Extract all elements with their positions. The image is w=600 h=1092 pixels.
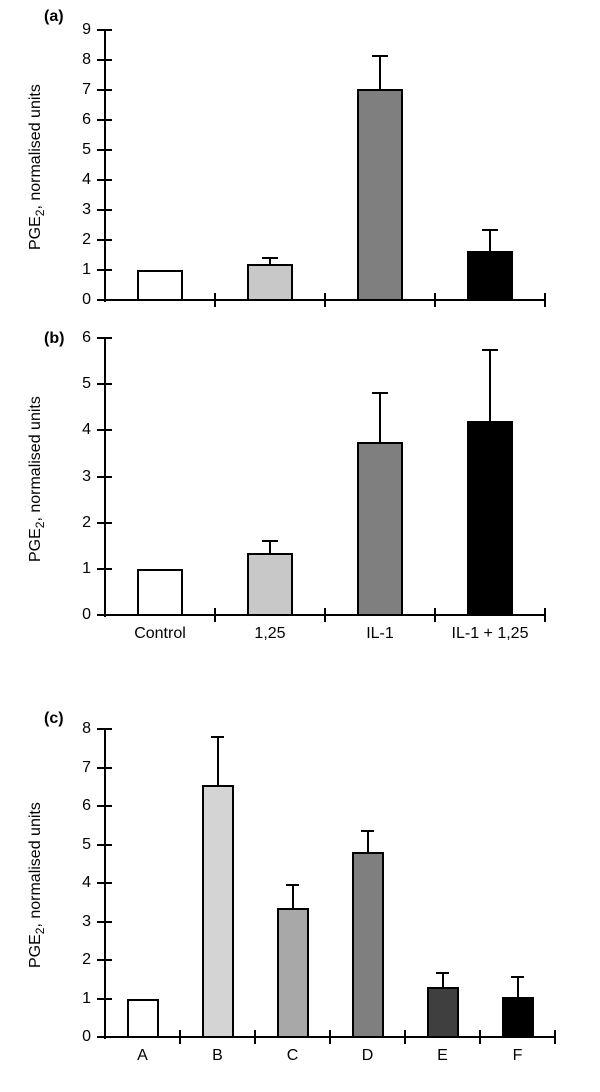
x-tick [434,608,436,622]
y-tick [97,522,112,524]
y-tick-label: 0 [82,606,91,623]
y-tick [97,119,112,121]
y-axis-title-part: PGE [26,527,44,562]
x-axis-line [105,299,546,301]
y-tick-label: 4 [82,421,91,439]
y-axis-title-part: 2 [33,209,48,217]
bar-C [277,908,309,1038]
y-tick [97,921,112,923]
y-axis-title-b [26,329,50,629]
y-tick [97,239,112,241]
y-tick-label: 7 [82,81,91,98]
y-axis-line [104,30,106,302]
y-tick [97,209,112,211]
y-axis-title-part: , normalised units [26,395,44,522]
x-label-Control: Control [134,625,186,642]
y-tick-label: 6 [82,329,91,346]
bar-IL-1 [357,442,403,616]
error-bar-cap-IL-1 [372,392,388,394]
y-tick-label: 1 [82,261,91,278]
bar-IL-1 + 1,25 [467,421,513,616]
x-tick [324,293,326,307]
y-tick-label: 9 [82,21,91,38]
y-tick-label: 1 [82,559,91,577]
error-bar-1,25 [269,258,271,264]
y-axis-line [104,338,106,617]
x-tick [324,608,326,622]
x-tick [329,1030,331,1044]
x-tick [434,293,436,307]
panel-label-c: (c) [44,710,64,727]
panel-label-a: (a) [44,8,64,25]
error-bar-B [217,737,219,785]
y-tick-label: 0 [82,1028,91,1045]
x-tick [544,293,546,307]
x-axis-line [105,614,546,616]
x-tick [214,608,216,622]
y-tick-label: 3 [82,467,91,485]
bar-1,25 [247,264,293,301]
y-axis-title-part: PGE [26,216,44,251]
error-bar-cap-C [286,884,299,886]
x-tick [404,1030,406,1044]
y-tick [97,59,112,61]
panel-label-b: (b) [44,330,65,347]
y-tick [97,179,112,181]
y-axis-line [104,729,106,1039]
error-bar-IL-1 [379,56,381,89]
x-tick [479,1030,481,1044]
error-bar-cap-E [436,972,449,974]
y-tick-label: 2 [82,513,91,531]
y-tick-label: 1 [82,989,91,1007]
y-tick [97,844,112,846]
y-tick-label: 2 [82,231,91,248]
bar-D [352,852,384,1038]
y-tick [97,728,112,730]
bar-B [202,785,234,1038]
y-tick [97,337,112,339]
y-tick-label: 7 [82,758,91,776]
y-tick [97,299,112,301]
error-bar-IL-1 + 1,25 [489,230,491,251]
x-tick [254,1030,256,1044]
error-bar-cap-F [511,976,524,978]
y-tick [97,29,112,31]
y-tick [97,882,112,884]
y-tick [97,805,112,807]
bar-IL-1 [357,89,403,302]
y-axis-title-part: , normalised units [26,802,44,928]
y-tick [97,476,112,478]
y-axis-title-a [26,17,50,317]
y-tick-label: 5 [82,375,91,393]
bar-1,25 [247,553,293,616]
y-tick-label: 3 [82,912,91,930]
y-axis-title-part: PGE [26,934,44,969]
error-bar-1,25 [269,541,271,553]
bar-E [427,987,459,1038]
y-axis-title-c [26,735,50,1035]
error-bar-cap-IL-1 [372,55,388,57]
y-tick-label: 4 [82,171,91,188]
y-axis-title-part: 2 [33,927,48,935]
bar-IL-1 + 1,25 [467,251,513,302]
error-bar-cap-1,25 [262,540,278,542]
y-tick-label: 4 [82,874,91,891]
y-tick [97,568,112,570]
y-tick-label: 5 [82,141,91,158]
y-tick [97,998,112,1000]
x-tick [179,1030,181,1044]
x-label-C: C [286,1047,299,1064]
y-tick-label: 6 [82,797,91,814]
y-tick-label: 2 [82,951,91,968]
x-label-IL-1 + 1,25: IL-1 + 1,25 [451,625,529,642]
y-tick-label: 5 [82,835,91,853]
y-tick [97,269,112,271]
y-axis-title-part: 2 [33,521,48,528]
x-axis-line [105,1036,556,1038]
error-bar-cap-IL-1 + 1,25 [482,349,498,351]
error-bar-D [367,831,369,852]
bar-F [502,997,534,1038]
y-tick-label: 6 [82,111,91,128]
y-tick [97,383,112,385]
x-tick [544,608,546,622]
x-label-IL-1: IL-1 [366,625,394,642]
y-tick-label: 0 [82,291,91,308]
bar-A [127,999,159,1039]
x-label-E: E [437,1047,448,1064]
y-tick [97,614,112,616]
y-tick-label: 3 [82,201,91,218]
error-bar-F [517,977,519,996]
x-label-A: A [137,1047,148,1064]
x-label-F: F [512,1047,523,1064]
bar-Control [137,569,183,616]
error-bar-E [442,973,444,986]
error-bar-IL-1 [379,393,381,441]
x-tick [214,293,216,307]
x-label-B: B [212,1047,223,1064]
y-axis-title-part: , normalised units [26,84,44,210]
y-tick [97,1036,112,1038]
y-tick-label: 8 [82,720,91,737]
error-bar-cap-1,25 [262,257,278,259]
error-bar-cap-IL-1 + 1,25 [482,229,498,231]
x-tick [554,1030,556,1044]
error-bar-IL-1 + 1,25 [489,350,491,422]
error-bar-cap-D [361,830,374,832]
y-tick [97,429,112,431]
y-tick [97,959,112,961]
bar-Control [137,270,183,301]
y-tick [97,149,112,151]
error-bar-C [292,885,294,908]
y-tick [97,89,112,91]
y-tick-label: 8 [82,51,91,68]
error-bar-cap-B [211,736,224,738]
y-tick [97,767,112,769]
x-label-1,25: 1,25 [254,625,286,642]
x-label-D: D [361,1047,374,1064]
